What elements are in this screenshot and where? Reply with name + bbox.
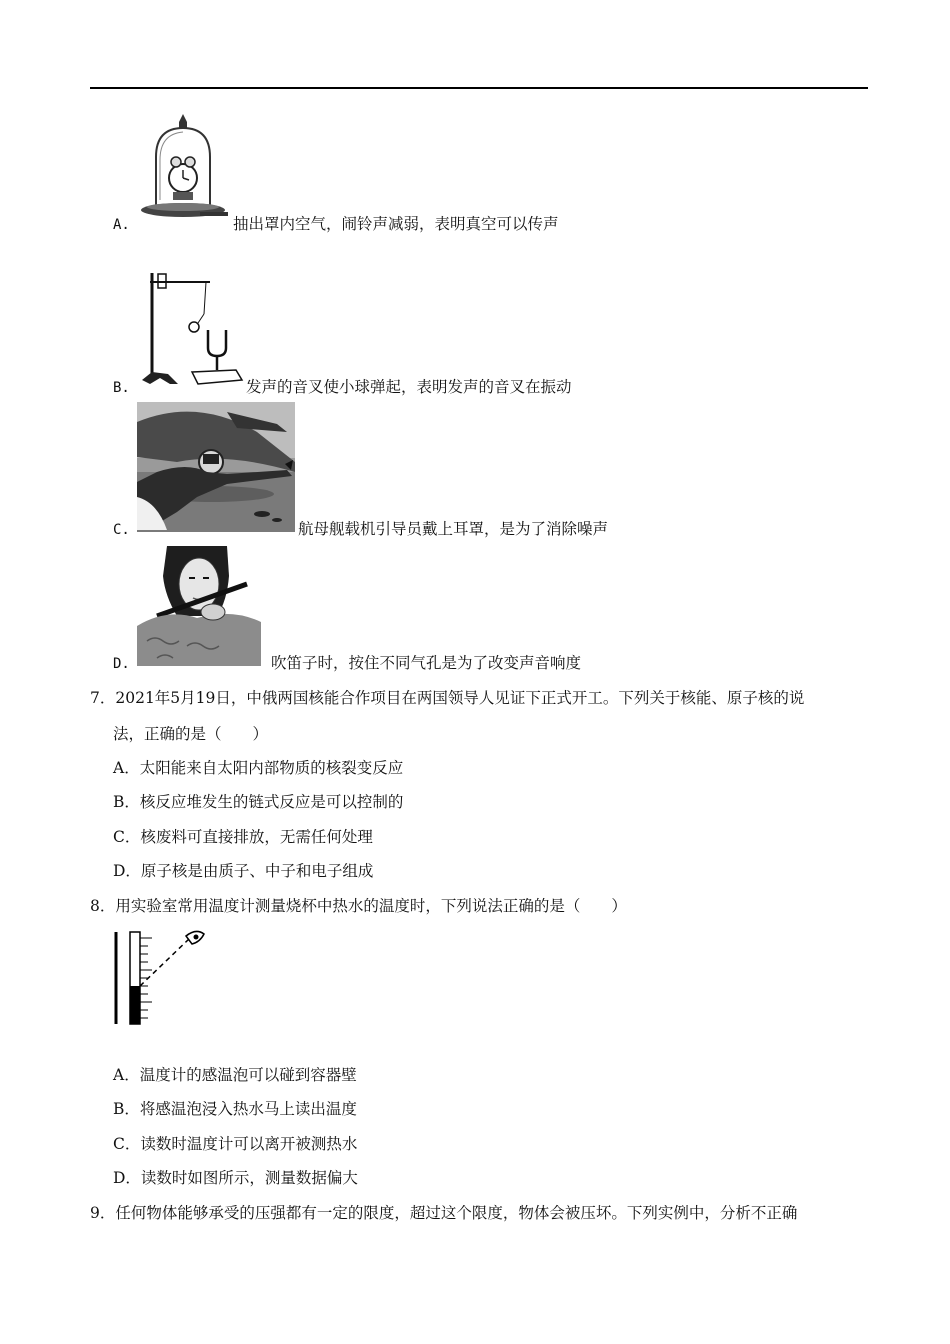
q9-stem-line1: 9．任何物体能够承受的压强都有一定的限度，超过这个限度，物体会被压坏。下列实例中，分析不正确 (90, 1204, 798, 1222)
q8-stem: 8．用实验室常用温度计测量烧杯中热水的温度时，下列说法正确的是（ ） (90, 897, 627, 915)
q8-option-c: C．读数时温度计可以离开被测热水 (113, 1135, 358, 1153)
carrier-deck-crew-image (137, 402, 295, 532)
q8-option-d: D．读数时如图所示，测量数据偏大 (113, 1169, 358, 1187)
q6-option-d-label: D. (113, 656, 130, 672)
bell-jar-alarm-clock-image (138, 112, 228, 224)
q7-stem-line2: 法，正确的是（ ） (113, 725, 269, 743)
tuning-fork-ball-image (140, 268, 244, 388)
q6-option-c-text: 航母舰载机引导员戴上耳罩，是为了消除噪声 (298, 520, 609, 538)
q7-option-a: A．太阳能来自太阳内部物质的核裂变反应 (113, 759, 404, 777)
header-rule (90, 87, 868, 89)
thermometer-reading-image (110, 928, 210, 1026)
q7-option-b: B．核反应堆发生的链式反应是可以控制的 (113, 793, 404, 811)
q6-option-d-text: 吹笛子时，按住不同气孔是为了改变声音响度 (271, 654, 582, 672)
q8-option-a: A．温度计的感温泡可以碰到容器壁 (113, 1066, 357, 1084)
flute-player-image (137, 546, 261, 666)
q6-option-b-text: 发声的音叉使小球弹起，表明发声的音叉在振动 (246, 378, 572, 396)
q6-option-a-label: A. (113, 217, 130, 233)
q6-option-b-label: B. (113, 380, 130, 396)
q7-option-d: D．原子核是由质子、中子和电子组成 (113, 862, 374, 880)
q6-option-c-label: C. (113, 522, 130, 538)
q8-option-b: B．将感温泡浸入热水马上读出温度 (113, 1100, 357, 1118)
q7-stem-line1: 7．2021年5月19日，中俄两国核能合作项目在两国领导人见证下正式开工。下列关于核能、原子核的说 (90, 689, 805, 707)
q7-option-c: C．核废料可直接排放，无需任何处理 (113, 828, 373, 846)
q6-option-a-text: 抽出罩内空气，闹铃声减弱，表明真空可以传声 (233, 215, 559, 233)
